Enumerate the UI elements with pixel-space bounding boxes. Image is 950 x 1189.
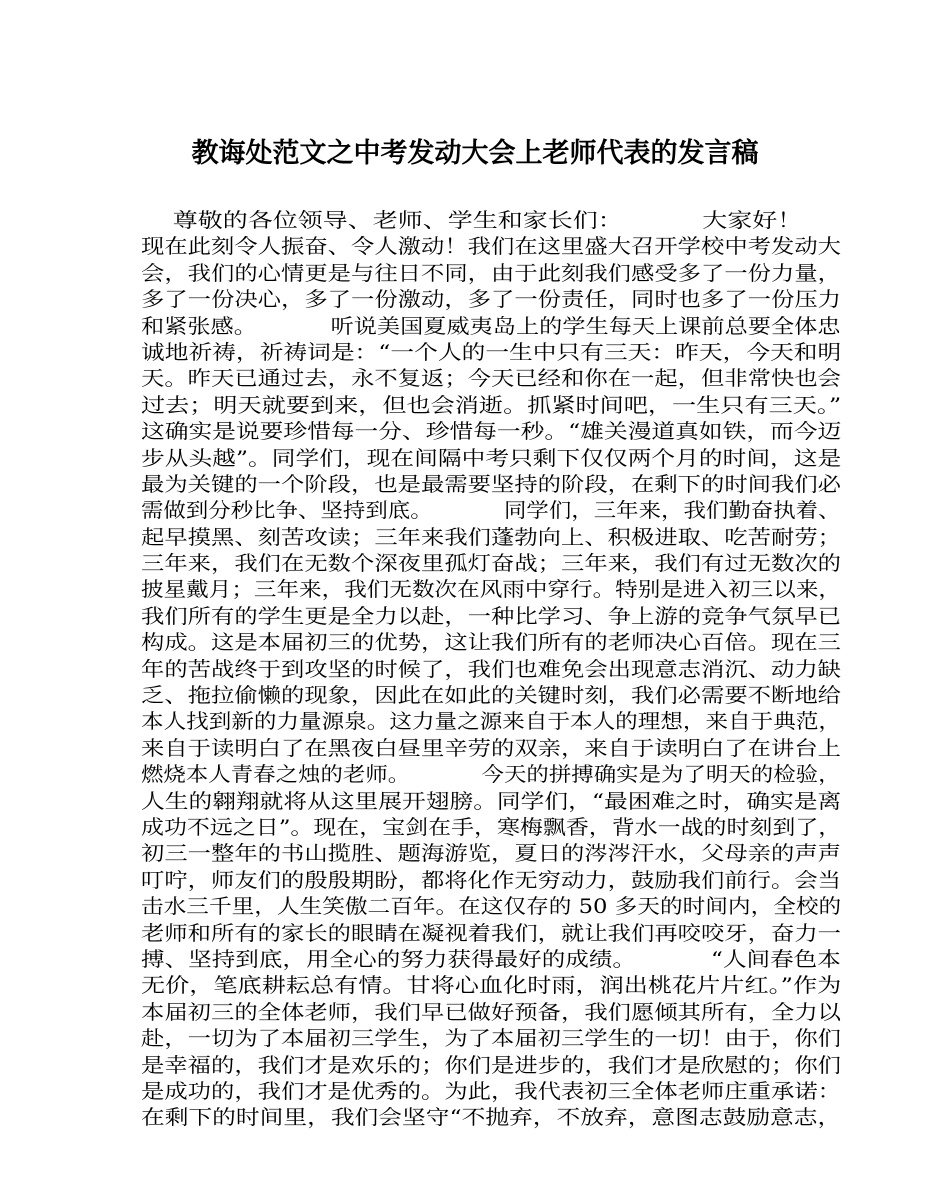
text-line: 和紧张感。 听说美国夏威夷岛上的学生每天上课前总要全体忠 [141, 313, 841, 338]
text-line: 搏、坚持到底，用全心的努力获得最好的成绩。 “人间春色本 [141, 946, 841, 971]
text-line: 是幸福的，我们才是欢乐的；你们是进步的，我们才是欣慰的；你们 [141, 1052, 842, 1077]
text-line: 初三一整年的书山揽胜、题海游览，夏日的涔涔汗水，父母亲的声声 [141, 841, 842, 866]
text-line: 在剩下的时间里，我们会坚守“不抛弃，不放弃，意图志鼓励意志， [141, 1105, 842, 1130]
text-line: 诚地祈祷，祈祷词是：“一个人的一生中只有三天：昨天，今天和明 [141, 339, 842, 364]
text-line: 来自于读明白了在黑夜白昼里辛劳的双亲，来自于读明白了在讲台上 [141, 735, 842, 760]
text-line: 成功不远之日”。现在，宝剑在手，寒梅飘香，背水一战的时刻到了， [141, 814, 842, 839]
text-line: 年的苦战终于到攻坚的时候了，我们也难免会出现意志消沉、动力缺 [141, 656, 842, 681]
page-title: 教诲处范文之中考发动大会上老师代表的发言稿 [191, 138, 759, 169]
text-line: 过去；明天就要到来，但也会消逝。抓紧时间吧，一生只有三天。” [141, 392, 842, 417]
text-line: 我们所有的学生更是全力以赴，一种比学习、争上游的竞争气氛早已 [141, 603, 842, 628]
body-text [141, 207, 841, 1131]
text-line: 最为关键的一个阶段，也是最需要坚持的阶段，在剩下的时间我们必 [141, 471, 842, 496]
text-line: 披星戴月；三年来，我们无数次在风雨中穿行。特别是进入初三以来， [141, 577, 841, 602]
text-line: 本人找到新的力量源泉。这力量之源来自于本人的理想，来自于典范， [141, 709, 841, 734]
text-line: 会，我们的心情更是与往日不同，由于此刻我们感受多了一份力量， [141, 260, 842, 285]
text-line: 多了一份决心，多了一份激动，多了一份责任，同时也多了一份压力 [141, 287, 842, 312]
text-line: 击水三千里，人生笑傲二百年。在这仅存的 50 多天的时间内，全校的 [141, 894, 842, 919]
text-line: 尊敬的各位领导、老师、学生和家长们： 大家好！ [141, 208, 803, 232]
text-line: 叮咛，师友们的殷殷期盼，都将化作无穷动力，鼓励我们前行。会当 [141, 867, 842, 892]
text-line: 步从头越”。同学们，现在间隔中考只剩下仅仅两个月的时间，这是 [141, 445, 842, 470]
text-line: 天。昨天已通过去，永不复返；今天已经和你在一起，但非常快也会 [141, 366, 842, 391]
text-line: 本届初三的全体老师，我们早已做好预备，我们愿倾其所有，全力以 [141, 999, 842, 1024]
text-line: 燃烧本人青春之烛的老师。 今天的拼搏确实是为了明天的检验， [141, 762, 841, 787]
text-line: 人生的翱翔就将从这里展开翅膀。同学们，“最困难之时，确实是离 [141, 788, 842, 813]
text-line: 需做到分秒比争、坚持到底。 同学们，三年来，我们勤奋执着、 [141, 498, 841, 523]
text-line: 这确实是说要珍惜每一分、珍惜每一秒。“雄关漫道真如铁，而今迈 [141, 419, 842, 444]
text-line: 老师和所有的家长的眼睛在凝视着我们，就让我们再咬咬牙，奋力一 [141, 920, 842, 945]
text-line: 无价，笔底耕耘总有情。甘将心血化时雨，润出桃花片片红。”作为 [141, 973, 842, 998]
text-line: 构成。这是本届初三的优势，这让我们所有的老师决心百倍。现在三 [141, 630, 842, 655]
text-line: 现在此刻令人振奋、令人激动！我们在这里盛大召开学校中考发动大 [141, 234, 842, 259]
text-line: 起早摸黑、刻苦攻读；三年来我们蓬勃向上、积极进取、吃苦耐劳； [141, 524, 842, 549]
text-line: 赴，一切为了本届初三学生，为了本届初三学生的一切！由于，你们 [141, 1026, 842, 1051]
text-line: 乏、拖拉偷懒的现象，因此在如此的关键时刻，我们必需要不断地给 [141, 683, 842, 708]
text-line: 是成功的，我们才是优秀的。为此，我代表初三全体老师庄重承诺： [141, 1078, 842, 1103]
text-line: 三年来，我们在无数个深夜里孤灯奋战；三年来，我们有过无数次的 [141, 551, 842, 576]
